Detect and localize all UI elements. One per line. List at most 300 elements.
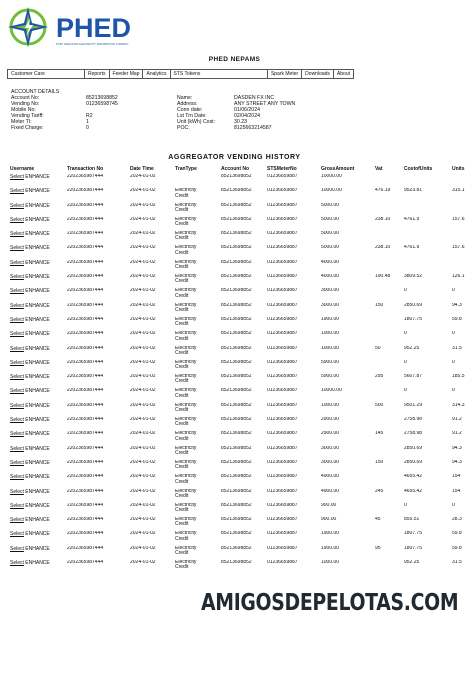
cell-username bbox=[10, 274, 67, 288]
select-link[interactable]: Select bbox=[10, 174, 24, 180]
cell-username bbox=[10, 260, 67, 274]
cell-transaction-no: 2202365987444 bbox=[67, 488, 104, 494]
cell-gross-amount: 1000.00 bbox=[321, 402, 340, 408]
cell-tran-type bbox=[175, 303, 221, 317]
cell-units: 59.8 bbox=[452, 531, 462, 537]
cell-date-time: 2024-01-02 bbox=[130, 345, 156, 351]
select-link[interactable]: Select bbox=[10, 431, 24, 438]
cell-vat: 45 bbox=[375, 517, 381, 523]
cell-units: 28.3 bbox=[452, 517, 462, 523]
cell-gross-amount: 2900.00 bbox=[321, 417, 340, 423]
cell-gross-amount: 3000.00 bbox=[321, 302, 340, 308]
cell-tran-type bbox=[175, 403, 221, 417]
cell-vat: 145 bbox=[375, 431, 384, 437]
cell-gross-amount: 900.00 bbox=[321, 502, 337, 508]
cell-transaction-no: 2202365987444 bbox=[67, 417, 104, 423]
username-value: ENHANCE bbox=[25, 259, 50, 266]
cell-transaction-no: 2202365987444 bbox=[67, 202, 104, 208]
cell-username bbox=[10, 317, 67, 331]
tran-type-value: Electricity Credit bbox=[175, 202, 197, 213]
table-row bbox=[10, 331, 469, 345]
cell-transaction-no: 2202365987444 bbox=[67, 259, 104, 265]
select-link[interactable]: Select bbox=[10, 459, 24, 466]
table-row bbox=[10, 360, 469, 374]
cell-gross-amount: 1900.00 bbox=[321, 316, 340, 322]
cell-cost-of-units: 9523.81 bbox=[404, 188, 423, 194]
username-value: ENHANCE bbox=[25, 560, 50, 567]
cell-date-time: 2024-01-02 bbox=[130, 302, 156, 308]
table-row bbox=[10, 260, 469, 274]
cell-gross-amount: 5900.00 bbox=[321, 374, 340, 380]
cell-cost-of-units: 0 bbox=[404, 359, 407, 365]
cell-vat bbox=[375, 388, 404, 402]
username-value: ENHANCE bbox=[25, 531, 50, 538]
table-header-row bbox=[10, 166, 469, 174]
cell-cost-of-units: 3809.52 bbox=[404, 274, 423, 280]
cell-date-time: 2024-01-02 bbox=[130, 245, 156, 251]
cell-gross-amount: 5000.00 bbox=[321, 231, 340, 237]
cell-transaction-no: 2202365987444 bbox=[67, 517, 104, 523]
cell-account-no: 85213698852 bbox=[221, 560, 252, 566]
username-value: ENHANCE bbox=[25, 274, 50, 281]
cell-transaction-no: 2202365987444 bbox=[67, 216, 104, 222]
col-account-no: Account No bbox=[221, 166, 250, 172]
cell-sts-meter-no: 01236659887 bbox=[267, 274, 298, 280]
field-label: Lst Trn Date: bbox=[177, 112, 207, 119]
cell-units: 91.2 bbox=[452, 431, 462, 437]
cell-cost-of-units: 1807.75 bbox=[404, 531, 423, 537]
cell-sts-meter-no: 01236659887 bbox=[267, 531, 298, 537]
cell-sts-meter-no: 01236659887 bbox=[267, 331, 298, 337]
col-cost-of-units: CostofUnits bbox=[404, 166, 433, 172]
username-value: ENHANCE bbox=[25, 174, 50, 180]
cell-tran-type bbox=[175, 417, 221, 431]
cell-units: 59.8 bbox=[452, 316, 462, 322]
table-row bbox=[10, 546, 469, 560]
cell-tran-type bbox=[175, 388, 221, 402]
cell-cost-of-units: 0 bbox=[404, 288, 407, 294]
table-row bbox=[10, 288, 469, 302]
cell-cost-of-units: 4655.42 bbox=[404, 488, 423, 494]
tran-type-value: Electricity Credit bbox=[175, 288, 197, 299]
cell-cost-of-units: 4761.9 bbox=[404, 245, 420, 251]
cell-transaction-no: 2202365987444 bbox=[67, 359, 104, 365]
cell-sts-meter-no: 01236659887 bbox=[267, 545, 298, 551]
cell-date-time: 2024-01-02 bbox=[130, 188, 156, 194]
select-link[interactable]: Select bbox=[10, 474, 24, 481]
cell-sts-meter-no: 01236659887 bbox=[267, 359, 298, 365]
cell-date-time: 2024-01-02 bbox=[130, 359, 156, 365]
cell-date-time: 2024-01-02 bbox=[130, 216, 156, 222]
cell-gross-amount: 4000.00 bbox=[321, 274, 340, 280]
cell-date-time: 2024-01-02 bbox=[130, 331, 156, 337]
cell-username bbox=[10, 489, 67, 503]
cell-sts-meter-no: 01236659887 bbox=[267, 202, 298, 208]
cell-sts-meter-no: 01236659887 bbox=[267, 288, 298, 294]
account-row bbox=[11, 126, 118, 132]
cell-vat: 150 bbox=[375, 302, 384, 308]
cell-cost-of-units: 4761.9 bbox=[404, 216, 420, 222]
cell-cost-of-units bbox=[404, 231, 452, 245]
cell-units: 0 bbox=[452, 388, 455, 394]
field-label: Address: bbox=[177, 100, 198, 107]
select-link[interactable]: Select bbox=[10, 345, 24, 352]
cell-transaction-no: 2202365987444 bbox=[67, 245, 104, 251]
cell-sts-meter-no: 01236659887 bbox=[267, 345, 298, 351]
cell-units bbox=[452, 203, 469, 217]
cell-cost-of-units: 2850.69 bbox=[404, 459, 423, 465]
cell-units: 126.1 bbox=[452, 274, 465, 280]
cell-units bbox=[452, 231, 469, 245]
select-link[interactable]: Select bbox=[10, 445, 24, 452]
cell-cost-of-units: 0 bbox=[404, 388, 407, 394]
tran-type-value: Electricity Credit bbox=[175, 388, 197, 399]
cell-units: 154 bbox=[452, 488, 461, 494]
cell-tran-type bbox=[175, 531, 221, 545]
cell-account-no: 85213698852 bbox=[221, 302, 252, 308]
cell-tran-type bbox=[175, 503, 221, 517]
select-link[interactable]: Select bbox=[10, 274, 24, 281]
select-link[interactable]: Select bbox=[10, 302, 24, 309]
cell-gross-amount: 1000.00 bbox=[321, 331, 340, 337]
cell-transaction-no: 2202365987444 bbox=[67, 231, 104, 237]
cell-vat: 238.10 bbox=[375, 245, 391, 251]
col-date-time: Date Time bbox=[130, 166, 154, 172]
cell-units: 91.2 bbox=[452, 417, 462, 423]
cell-units: 154 bbox=[452, 474, 461, 480]
cell-vat bbox=[375, 503, 404, 517]
select-link[interactable]: Select bbox=[10, 216, 24, 223]
cell-date-time: 2024-01-02 bbox=[130, 488, 156, 494]
username-value: ENHANCE bbox=[25, 359, 50, 366]
cell-tran-type bbox=[175, 431, 221, 445]
cell-date-time: 2024-01-02 bbox=[130, 417, 156, 423]
cell-transaction-no: 2202365987444 bbox=[67, 560, 104, 566]
cell-date-time: 2024-01-02 bbox=[130, 431, 156, 437]
select-link[interactable]: Select bbox=[10, 517, 24, 524]
cell-transaction-no: 2202365987444 bbox=[67, 474, 104, 480]
cell-account-no: 85213698852 bbox=[221, 417, 252, 423]
cell-cost-of-units: 2758.98 bbox=[404, 431, 423, 437]
field-value: R2 bbox=[86, 112, 93, 119]
cell-units: 94.3 bbox=[452, 459, 462, 465]
cell-tran-type bbox=[175, 446, 221, 460]
cell-gross-amount: 900.00 bbox=[321, 517, 337, 523]
main-nav bbox=[7, 69, 354, 79]
table-row bbox=[10, 560, 469, 574]
cell-units: 0 bbox=[452, 359, 455, 365]
cell-tran-type bbox=[175, 374, 221, 388]
select-link[interactable]: Select bbox=[10, 374, 24, 381]
cell-date-time: 2024-01-02 bbox=[130, 288, 156, 294]
cell-vat: 150 bbox=[375, 459, 384, 465]
cell-gross-amount: 1000.00 bbox=[321, 560, 340, 566]
cell-units: 0 bbox=[452, 502, 455, 508]
cell-units: 0 bbox=[452, 331, 455, 337]
cell-gross-amount: 4900.00 bbox=[321, 474, 340, 480]
cell-tran-type bbox=[175, 188, 221, 202]
cell-vat: 476.19 bbox=[375, 188, 391, 194]
field-label: Meter TI: bbox=[11, 118, 32, 125]
cell-username bbox=[10, 303, 67, 317]
cell-sts-meter-no: 01236659887 bbox=[267, 316, 298, 322]
cell-sts-meter-no: 01236659887 bbox=[267, 216, 298, 222]
field-value: 30.23 bbox=[234, 118, 247, 125]
cell-transaction-no: 2202365987444 bbox=[67, 459, 104, 465]
tran-type-value: Electricity Credit bbox=[175, 459, 197, 471]
cell-gross-amount: 1900.00 bbox=[321, 545, 340, 551]
tran-type-value: Electricity Credit bbox=[175, 417, 197, 428]
cell-sts-meter-no: 01236659887 bbox=[267, 474, 298, 480]
cell-vat bbox=[375, 231, 404, 245]
cell-transaction-no: 2202365987444 bbox=[67, 274, 104, 280]
field-label: Account No: bbox=[11, 95, 40, 101]
col-username: Username bbox=[10, 166, 35, 172]
cell-gross-amount: 5000.00 bbox=[321, 245, 340, 251]
field-value: 01236598745 bbox=[86, 100, 118, 107]
cell-transaction-no: 2202365987444 bbox=[67, 502, 104, 508]
cell-account-no: 85213698852 bbox=[221, 345, 252, 351]
cell-sts-meter-no: 01236659887 bbox=[267, 388, 298, 394]
cell-tran-type bbox=[175, 517, 221, 531]
cell-sts-meter-no: 01236659887 bbox=[267, 188, 298, 194]
cell-gross-amount: 1900.00 bbox=[321, 531, 340, 537]
col-vat: Vat bbox=[375, 166, 383, 172]
cell-date-time: 2024-01-02 bbox=[130, 502, 156, 508]
cell-date-time: 2024-01-02 bbox=[130, 388, 156, 394]
cell-transaction-no: 2202365987444 bbox=[67, 331, 104, 337]
cell-account-no: 85213698852 bbox=[221, 174, 252, 179]
select-link[interactable]: Select bbox=[10, 531, 24, 538]
select-link[interactable]: Select bbox=[10, 202, 24, 209]
tran-type-value: Electricity Credit bbox=[175, 216, 197, 228]
cell-cost-of-units: 1807.75 bbox=[404, 545, 423, 551]
username-value: ENHANCE bbox=[25, 302, 50, 309]
cell-vat: 95 bbox=[375, 545, 381, 551]
cell-cost-of-units: 2850.69 bbox=[404, 302, 423, 308]
nav-analytics[interactable]: Analytics bbox=[143, 70, 170, 78]
tran-type-value: Electricity Credit bbox=[175, 274, 197, 285]
select-link[interactable]: Select bbox=[10, 316, 24, 323]
field-value: ANY STREET ANY TOWN bbox=[234, 100, 296, 107]
field-label: Name: bbox=[177, 95, 193, 101]
table-row bbox=[10, 217, 469, 231]
username-value: ENHANCE bbox=[25, 245, 50, 252]
username-value: ENHANCE bbox=[25, 402, 50, 409]
cell-username bbox=[10, 431, 67, 445]
tran-type-value: Electricity Credit bbox=[175, 302, 197, 313]
cell-sts-meter-no: 01236659887 bbox=[267, 245, 298, 251]
nav-reports[interactable]: Reports bbox=[85, 70, 110, 78]
tran-type-value: Electricity Credit bbox=[175, 517, 197, 528]
cell-vat bbox=[375, 260, 404, 274]
cell-account-no: 85213698852 bbox=[221, 374, 252, 380]
field-value: 85213698852 bbox=[86, 95, 118, 101]
select-link[interactable]: Select bbox=[10, 259, 24, 266]
tran-type-value: Electricity Credit bbox=[175, 474, 197, 485]
cell-username bbox=[10, 517, 67, 531]
cell-vat bbox=[375, 331, 404, 345]
cell-account-no: 85213698852 bbox=[221, 359, 252, 365]
cell-account-no: 85213698852 bbox=[221, 517, 252, 523]
nav-sts-tokens[interactable]: STS Tokens bbox=[171, 70, 268, 78]
username-value: ENHANCE bbox=[25, 431, 50, 438]
table-row bbox=[10, 231, 469, 245]
table-row bbox=[10, 188, 469, 202]
username-value: ENHANCE bbox=[25, 502, 50, 509]
tran-type-value: Electricity Credit bbox=[175, 231, 197, 242]
col-units: Units bbox=[452, 166, 465, 172]
nav-downloads[interactable]: Downloads bbox=[302, 70, 334, 78]
username-value: ENHANCE bbox=[25, 202, 50, 209]
cell-username bbox=[10, 288, 67, 302]
username-value: ENHANCE bbox=[25, 417, 50, 424]
cell-units bbox=[452, 174, 469, 188]
cell-date-time: 2024-01-02 bbox=[130, 259, 156, 265]
select-link[interactable]: Select bbox=[10, 359, 24, 366]
cell-units: 185.5 bbox=[452, 374, 465, 380]
select-link[interactable]: Select bbox=[10, 288, 24, 295]
select-link[interactable]: Select bbox=[10, 402, 24, 409]
cell-tran-type bbox=[175, 560, 221, 574]
username-value: ENHANCE bbox=[25, 188, 50, 195]
username-value: ENHANCE bbox=[25, 316, 50, 323]
table-row bbox=[10, 460, 469, 474]
cell-account-no: 85213698852 bbox=[221, 288, 252, 294]
vending-history-title: AGGREGATOR VENDING HISTORY bbox=[168, 154, 301, 161]
cell-gross-amount: 10000.00 bbox=[321, 188, 342, 194]
cell-sts-meter-no: 01236659887 bbox=[267, 302, 298, 308]
cell-gross-amount: 3000.00 bbox=[321, 459, 340, 465]
brand-name: PHED bbox=[56, 13, 132, 43]
table-row bbox=[10, 446, 469, 460]
cell-cost-of-units: 4655.42 bbox=[404, 474, 423, 480]
tran-type-value: Electricity Credit bbox=[175, 488, 197, 499]
cell-account-no: 85213698852 bbox=[221, 474, 252, 480]
col-tran-type: TranType bbox=[175, 166, 197, 172]
tran-type-value: Electricity Credit bbox=[175, 560, 197, 571]
nav-customer-care[interactable]: Customer Care bbox=[8, 70, 85, 78]
col-gross-amount: GrossAmount bbox=[321, 166, 355, 172]
select-link[interactable]: Select bbox=[10, 560, 24, 567]
table-row bbox=[10, 517, 469, 531]
select-link[interactable]: Select bbox=[10, 545, 24, 552]
cell-tran-type bbox=[175, 288, 221, 302]
cell-vat bbox=[375, 174, 404, 188]
cell-cost-of-units bbox=[404, 174, 452, 188]
cell-units bbox=[452, 260, 469, 274]
cell-units: 31.5 bbox=[452, 560, 462, 566]
select-link[interactable]: Select bbox=[10, 388, 24, 395]
cell-username bbox=[10, 331, 67, 345]
cell-units: 314.3 bbox=[452, 402, 465, 408]
cell-date-time: 2024-01-02 bbox=[130, 445, 156, 451]
cell-account-no: 85213698852 bbox=[221, 402, 252, 408]
cell-units: 94.3 bbox=[452, 445, 462, 451]
cell-tran-type bbox=[175, 460, 221, 474]
nav-about[interactable]: About bbox=[336, 71, 350, 77]
cell-tran-type bbox=[175, 317, 221, 331]
username-value: ENHANCE bbox=[25, 345, 50, 352]
table-row bbox=[10, 346, 469, 360]
tran-type-value: Electricity Credit bbox=[175, 259, 197, 271]
cell-account-no: 85213698852 bbox=[221, 531, 252, 537]
cell-tran-type bbox=[175, 546, 221, 560]
cell-transaction-no: 2202365987444 bbox=[67, 445, 104, 451]
cell-sts-meter-no: 01236659887 bbox=[267, 445, 298, 451]
tran-type-value: Electricity Credit bbox=[175, 402, 197, 414]
tran-type-value: Electricity Credit bbox=[175, 531, 197, 542]
cell-vat: 295 bbox=[375, 374, 384, 380]
nav-feeder-map[interactable]: Feeder Map bbox=[110, 70, 144, 78]
cell-transaction-no: 2202365987444 bbox=[67, 316, 104, 322]
cell-sts-meter-no: 01236659887 bbox=[267, 231, 298, 237]
cell-username bbox=[10, 231, 67, 245]
username-value: ENHANCE bbox=[25, 231, 50, 238]
username-value: ENHANCE bbox=[25, 216, 50, 223]
cell-account-no: 85213698852 bbox=[221, 188, 252, 194]
cell-tran-type bbox=[175, 489, 221, 503]
cell-date-time: 2024-01-02 bbox=[130, 316, 156, 322]
cell-vat: 245 bbox=[375, 488, 384, 494]
tran-type-value: Electricity Credit bbox=[175, 345, 197, 356]
cell-vat bbox=[375, 203, 404, 217]
table-row bbox=[10, 431, 469, 445]
table-row bbox=[10, 303, 469, 317]
nav-spark-meter[interactable]: Spark Meter bbox=[268, 70, 302, 78]
cell-gross-amount: 2900.00 bbox=[321, 431, 340, 437]
select-link[interactable]: Select bbox=[10, 502, 24, 509]
table-row bbox=[10, 531, 469, 545]
select-link[interactable]: Select bbox=[10, 417, 24, 424]
username-value: ENHANCE bbox=[25, 517, 50, 524]
cell-sts-meter-no: 01236659887 bbox=[267, 517, 298, 523]
table-row bbox=[10, 174, 469, 188]
account-details-left bbox=[11, 96, 118, 131]
table-row bbox=[10, 245, 469, 259]
cell-account-no: 85213698852 bbox=[221, 502, 252, 508]
cell-cost-of-units: 0 bbox=[404, 331, 407, 337]
tran-type-value: Electricity Credit bbox=[175, 431, 197, 442]
cell-account-no: 85213698852 bbox=[221, 431, 252, 437]
table-row bbox=[10, 388, 469, 402]
cell-date-time: 2024-01-02 bbox=[130, 174, 156, 179]
cell-vat bbox=[375, 288, 404, 302]
select-link[interactable]: Select bbox=[10, 231, 24, 238]
cell-tran-type bbox=[175, 260, 221, 274]
cell-sts-meter-no: 01236659887 bbox=[267, 402, 298, 408]
select-link[interactable]: Select bbox=[10, 188, 24, 195]
tran-type-value: Electricity Credit bbox=[175, 445, 197, 456]
select-link[interactable]: Select bbox=[10, 245, 24, 252]
username-value: ENHANCE bbox=[25, 545, 50, 552]
field-value: DASDEN FX INC bbox=[234, 95, 275, 101]
cell-username bbox=[10, 403, 67, 417]
select-link[interactable]: Select bbox=[10, 488, 24, 495]
username-value: ENHANCE bbox=[25, 331, 50, 338]
table-row bbox=[10, 489, 469, 503]
cell-username bbox=[10, 388, 67, 402]
cell-username bbox=[10, 417, 67, 431]
cell-cost-of-units bbox=[404, 203, 452, 217]
cell-gross-amount: 5000.00 bbox=[321, 216, 340, 222]
cell-units: 94.3 bbox=[452, 302, 462, 308]
select-link[interactable]: Select bbox=[10, 331, 24, 338]
field-value: 01/06/2024 bbox=[234, 106, 260, 113]
cell-gross-amount: 4900.00 bbox=[321, 488, 340, 494]
cell-account-no: 85213698852 bbox=[221, 545, 252, 551]
tran-type-value: Electricity Credit bbox=[175, 188, 197, 199]
